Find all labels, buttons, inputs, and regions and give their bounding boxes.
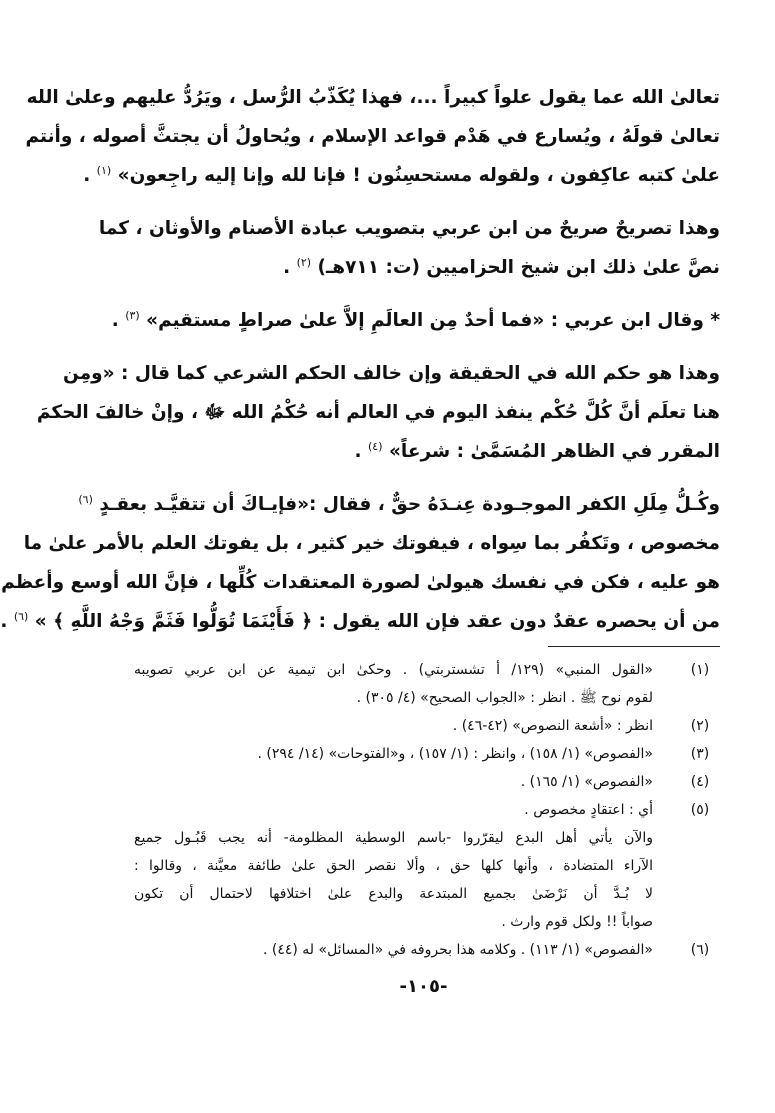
text-line: علىٰ كتبه عاكِفون ، ولقوله مستحسِنُون ! فإنا لله وإنا إليه راجِعون» $^{(١)}$ .	[83, 163, 720, 186]
text-line-content: علىٰ كتبه عاكِفون ، ولقوله مستحسِنُون ! فإنا لله وإنا إليه راجِعون»	[117, 165, 720, 186]
main-text	[0, 78, 720, 641]
text-line-content: المقرر في الظاهر المُسَمَّىٰ : شرعاً»	[388, 441, 720, 462]
footnote-line: انظر : «أشعة النصوص» (٤٢-٤٦) .	[452, 718, 653, 734]
text-line: هنا تعلَم أنَّ كُلَّ حُكْم ينفذ اليوم في العالم أنه حُكْمُ الله ﷻ ، وإنْ خالفَ الحكمَ	[36, 402, 720, 423]
text-line: وهذا هو حكم الله في الحقيقة وإن خالف الحكم الشرعي كما قال : «ومِن	[63, 363, 720, 384]
footnote-line: «الفصوص» (١/ ١١٣) . وكلامه هذا بحروفه في «المسائل» له (٤٤) .	[262, 942, 653, 958]
footnote-divider	[548, 646, 720, 647]
paragraph-4	[36, 354, 720, 471]
page-number: -١٠٥-	[399, 976, 448, 997]
text-line: من أن يحصره عقدٌ دون عقد فإن الله يقول : ﴿ فَأَيْنَمَا تُوَلُّوا فَثَمَّ وَجْهُ اللَّهِ ﴾ » $^{(٦)}$ .	[0, 609, 720, 632]
footnote-line: «القول المنبي» (١٢٩/ أ تشستربتي) . وحكىٰ ابن تيمية عن ابن عربي تصويبه	[134, 662, 653, 678]
text-line: وهذا تصريحٌ صريحٌ من ابن عربي بتصويب عبادة الأصنام والأوثان ، كما	[98, 218, 720, 239]
paragraph-1	[25, 78, 720, 195]
footnote-ref[interactable]: (٤)	[367, 439, 383, 453]
footnotes	[134, 656, 720, 964]
paragraph-3	[111, 301, 720, 340]
footnote-line: «الفصوص» (١/ ١٥٨) ، وانظر : (١/ ١٥٧) ، و«الفتوحات» (١٤/ ٢٩٤) .	[257, 746, 653, 762]
footnote-2	[134, 712, 720, 740]
page-content	[0, 78, 720, 1113]
text-line: مخصوص ، وتَكفُر بما سِواه ، فيفوتك خير كثير ، بل يفوتك العلم بالأمر علىٰ ما	[23, 533, 720, 554]
footnote-ref[interactable]: (٦)	[13, 609, 29, 623]
footnote-4	[134, 768, 720, 796]
footnote-line: لا بُـدَّ أن نَرْضَىٰ بجميع المبتدعة والبدع علىٰ اختلافها لاحتمال أن تكون	[134, 886, 653, 902]
footnote-number: (٤)	[690, 774, 710, 790]
footnote-number: (١)	[690, 662, 710, 678]
footnote-line: لقوم نوح ﷺ . انظر : «الجواب الصحيح» (٤/ ٣٠٥) .	[356, 690, 653, 706]
footnote-number: (٢)	[690, 718, 710, 734]
footnote-6	[134, 936, 720, 964]
footnote-ref[interactable]: (٣)	[125, 308, 140, 322]
footnote-3	[134, 740, 720, 768]
footnote-line: أي : اعتقادٍ مخصوص .	[524, 802, 653, 818]
footnote-ref[interactable]: (١)	[96, 163, 112, 177]
text-line: هو عليه ، فكن في نفسك هيولىٰ لصورة المعتقدات كُلِّها ، فإنَّ الله أوسع وأعظم	[1, 572, 720, 593]
text-line-content: من أن يحصره عقدٌ دون عقد فإن الله يقول : ﴿ فَأَيْنَمَا تُوَلُّوا فَثَمَّ وَجْهُ اللَّهِ ﴾ »	[34, 611, 720, 632]
text-line-content: * وقال ابن عربي : «فما أحدٌ مِن العالَمِ إلاَّ علىٰ صراطٍ مستقيم»	[146, 310, 720, 331]
footnote-number: (٥)	[690, 802, 710, 818]
text-line: * وقال ابن عربي : «فما أحدٌ مِن العالَمِ إلاَّ علىٰ صراطٍ مستقيم» $^{(٣)}$ .	[111, 308, 720, 331]
text-line	[78, 485, 720, 524]
footnote-line: «الفصوص» (١/ ١٦٥) .	[520, 774, 653, 790]
footnote-line: الآراء المتضادة ، وأنها كلها حق ، وألا نقصر الحق علىٰ طائفة معيَّنة ، وقالوا :	[134, 858, 653, 874]
footnote-line: والآن يأتي أهل البدع ليقرّروا -باسم الوسطية المظلومة- أنه يجب قَبُـول جميع	[134, 830, 653, 846]
footnote-ref[interactable]: (٢)	[296, 255, 312, 269]
text-line: تعالىٰ قولَهُ ، ويُسارع في هَدْم قواعد الإسلام ، ويُحاولُ أن يجتثَّ أصوله ، وأنتم	[25, 126, 720, 147]
text-line: نصَّ علىٰ ذلك ابن شيخ الحزاميين (ت: ٧١١هـ) $^{(٢)}$ .	[283, 255, 720, 278]
paragraph-2	[98, 209, 720, 287]
footnote-number: (٦)	[690, 942, 710, 958]
footnote-number: (٣)	[690, 746, 710, 762]
paragraph-5	[0, 485, 720, 641]
footnote-line: صواباً !! ولكل قوم وارث .	[501, 914, 653, 930]
footnote-1	[134, 656, 720, 712]
text-line: تعالىٰ الله عما يقول علواً كبيراً ...، فهذا يُكَذّبُ الرُّسل ، ويَرُدُّ عليهم وعلىٰ الله	[26, 87, 720, 108]
text-line: المقرر في الظاهر المُسَمَّىٰ : شرعاً» $^{(٤)}$ .	[354, 439, 720, 462]
footnote-5	[134, 796, 720, 936]
text-line-content: وكُـلُّ مِلَلِ الكفر الموجـودة عِنـدَهُ حقٌّ ، فقال :«فإيـاكَ أن تتقيَّـد بعقـدٍ	[99, 494, 720, 515]
footnote-ref[interactable]: (٦)	[78, 492, 93, 506]
text-line-content: نصَّ علىٰ ذلك ابن شيخ الحزاميين (ت: ٧١١هـ)	[317, 257, 720, 278]
